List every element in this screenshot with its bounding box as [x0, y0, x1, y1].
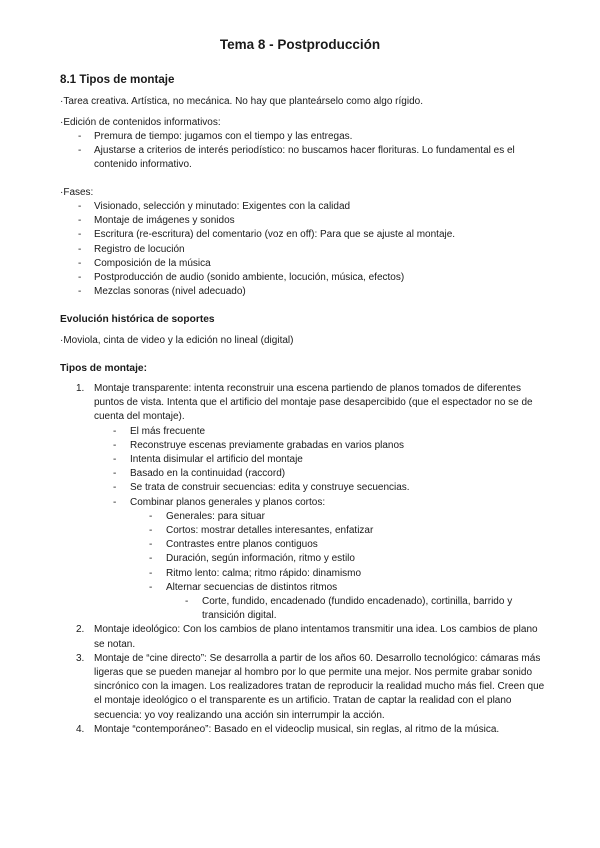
list-item: - Premura de tiempo: jugamos con el tiempo y las entregas. [60, 130, 550, 144]
sub-list [94, 425, 550, 624]
edicion-list [60, 130, 550, 173]
list-item: - Escritura (re-escritura) del comentario (voz en off): Para que se ajuste al montaje. [60, 228, 550, 242]
item-number: 3. [76, 652, 85, 664]
list-item: - El más frecuente [94, 425, 550, 439]
list-item: - Generales: para situar [130, 510, 550, 524]
list-item: - Basado en la continuidad (raccord) [94, 467, 550, 481]
intro-paragraph: ·Tarea creativa. Artística, no mecánica. No hay que planteárselo como algo rígido. [60, 96, 423, 107]
tipos-item-2 [60, 623, 550, 651]
item-text: Montaje de “cine directo”: Se desarrolla a partir de los años 60. Desarrollo tecnológico: cámaras más ligeras que se pueden manejar al hombro por lo que permite una mejor. Nos permite grabar sonido sincrónico con la imagen. Los realizadores tratan de reproducir la realidad mucho más fiel. Creen que el montaje ideológico o el transparente es un artificio. Tratan de captar la realidad con el plano secuencia: yo voy realizando una acción sin interrumpir la acción. [94, 652, 545, 721]
list-item [94, 496, 550, 624]
list-item: - Ajustarse a criterios de interés periodístico: no buscamos hacer florituras. Lo fundamental es el contenido informativo. [60, 144, 550, 172]
tipos-heading: Tipos de montaje: [60, 363, 147, 374]
page-title: Tema 8 - Postproducción [219, 37, 381, 52]
item-text: Montaje “contemporáneo”: Basado en el videoclip musical, sin reglas, al ritmo de la música. [94, 723, 500, 735]
section-heading-tipos-montaje: 8.1 Tipos de montaje [60, 73, 175, 86]
fases-label: ·Fases: [60, 187, 94, 198]
tipos-item-1 [60, 382, 550, 623]
list-item: - Registro de locución [60, 243, 550, 257]
tipos-list [60, 382, 550, 737]
list-item-text: Combinar planos generales y planos cortos: [130, 496, 326, 508]
list-item: - Montaje de imágenes y sonidos [60, 214, 550, 228]
edicion-label: ·Edición de contenidos informativos: [60, 117, 221, 128]
item-number: 4. [76, 723, 85, 735]
list-item [130, 581, 550, 624]
list-item: - Corte, fundido, encadenado (fundido encadenado), cortinilla, barrido y transición digital. [166, 595, 550, 623]
evolucion-text: ·Moviola, cinta de video y la edición no lineal (digital) [60, 335, 294, 346]
list-item: - Composición de la música [60, 257, 550, 271]
item-text: Montaje ideológico: Con los cambios de plano intentamos transmitir una idea. Los cambios de plano se notan. [94, 624, 538, 650]
tipos-item-3 [60, 652, 550, 723]
item-text: Montaje transparente: intenta reconstruir una escena partiendo de planos tomados de diferentes puntos de vista. Intenta que el artificio del montaje pase desapercibido (que el espectador no se de cuenta del montaje). [94, 383, 533, 423]
list-item: - Mezclas sonoras (nivel adecuado) [60, 285, 550, 299]
list-item: - Intenta disimular el artificio del montaje [94, 453, 550, 467]
list-item-text: Alternar secuencias de distintos ritmos [166, 581, 338, 593]
list-item: - Visionado, selección y minutado: Exigentes con la calidad [60, 200, 550, 214]
list-item: - Contrastes entre planos contiguos [130, 538, 550, 552]
sub-sub-list [130, 510, 550, 624]
list-item: - Cortos: mostrar detalles interesantes, enfatizar [130, 524, 550, 538]
evolucion-heading: Evolución histórica de soportes [60, 314, 215, 325]
list-item: - Reconstruye escenas previamente grabadas en varios planos [94, 439, 550, 453]
tipos-item-4 [60, 723, 550, 737]
sub-sub-sub-list [166, 595, 550, 623]
item-number: 1. [76, 383, 85, 394]
item-number: 2. [76, 624, 85, 636]
list-item: - Se trata de construir secuencias: edita y construye secuencias. [94, 481, 550, 495]
list-item: - Postproducción de audio (sonido ambiente, locución, música, efectos) [60, 271, 550, 285]
list-item: - Ritmo lento: calma; ritmo rápido: dinamismo [130, 567, 550, 581]
list-item: - Duración, según información, ritmo y estilo [130, 552, 550, 566]
fases-list [60, 200, 550, 299]
